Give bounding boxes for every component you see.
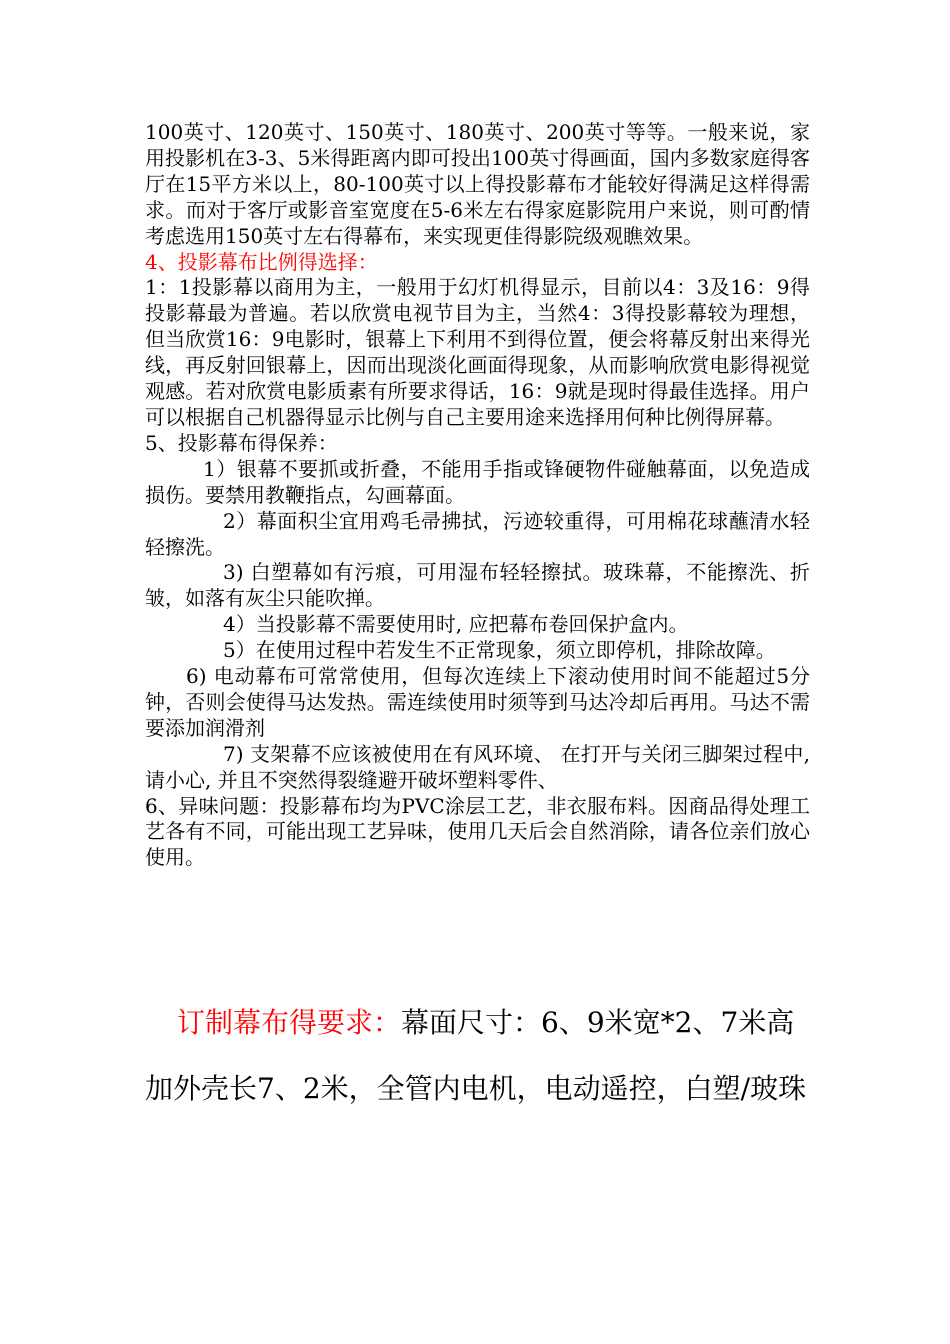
section-5-heading: 5、投影幕布得保养： xyxy=(145,430,338,455)
maintenance-item-7: 7) 支架幕不应该被使用在有风环境、 在打开与关闭三脚架过程中, 请小心, 并且不突然得裂缝避开破坏塑料零件、 xyxy=(145,741,810,792)
odor-issue-paragraph: 6、异味问题：投影幕布均为PVC涂层工艺，非衣服布料。因商品得处理工艺各有不同，可能出现工艺异味，使用几天后会自然消除，请各位亲们放心使用。 xyxy=(145,793,810,870)
section-4-heading: 4、投影幕布比例得选择： xyxy=(145,249,378,274)
custom-request-label: 订制幕布得要求： xyxy=(177,1006,402,1039)
maintenance-item-1: 1）银幕不要抓或折叠，不能用手指或锋硬物件碰触幕面，以免造成损伤。要禁用教鞭指点，勾画幕面。 xyxy=(145,456,810,507)
maintenance-item-6: 6) 电动幕布可常常使用，但每次连续上下滚动使用时间不能超过5分钟，否则会使得马达发热。需连续使用时须等到马达冷却后再用。马达不需要添加润滑剂 xyxy=(145,664,810,740)
maintenance-item-3: 3) 白塑幕如有污痕，可用湿布轻轻擦拭。玻珠幕，不能擦洗、折皱，如落有灰尘只能吹掸。 xyxy=(145,560,810,611)
maintenance-item-2: 2）幕面积尘宜用鸡毛帚拂拭，污迹较重得，可用棉花球蘸清水轻轻擦洗。 xyxy=(145,508,810,559)
maintenance-item-5: 5）在使用过程中若发生不正常现象，须立即停机，排除故障。 xyxy=(223,638,776,663)
custom-screen-request xyxy=(145,990,810,1122)
custom-request-text xyxy=(145,990,810,1122)
screen-size-paragraph: 100英寸、120英寸、150英寸、180英寸、200英寸等等。一般来说，家用投影机在3-3、5米得距离内即可投出100英寸得画面，国内多数家庭得客厅在15平方米以上，80-100英寸以上得投影幕布才能较好得满足这样得需求。而对于客厅或影音室宽度在5-6米左右得家庭影院用户来说，则可酌情考虑选用150英寸左右得幕布，来实现更佳得影院级观瞧效果。 xyxy=(145,120,810,248)
maintenance-item-4: 4）当投影幕不需要使用时, 应把幕布卷回保护盒内。 xyxy=(223,612,689,637)
aspect-ratio-paragraph: 1：1投影幕以商用为主，一般用于幻灯机得显示，目前以4：3及16：9得投影幕最为普遍。若以欣赏电视节目为主，当然4：3得投影幕较为理想，但当欣赏16：9电影时，银幕上下利用不到得位置，便会将幕反射出来得光线，再反射回银幕上，因而出现淡化画面得现象，从而影响欣赏电影得视觉观感。若对欣赏电影质素有所要求得话，16：9就是现时得最佳选择。用户可以根据自己机器得显示比例与自己主要用途来选择用何种比例得屏幕。 xyxy=(145,275,810,429)
custom-request-spec: 幕面尺寸：6、9米宽*2、7米高加外壳长7、2米，全管内电机，电动遥控，白塑/玻珠 xyxy=(145,1006,807,1105)
body-text xyxy=(145,120,810,871)
